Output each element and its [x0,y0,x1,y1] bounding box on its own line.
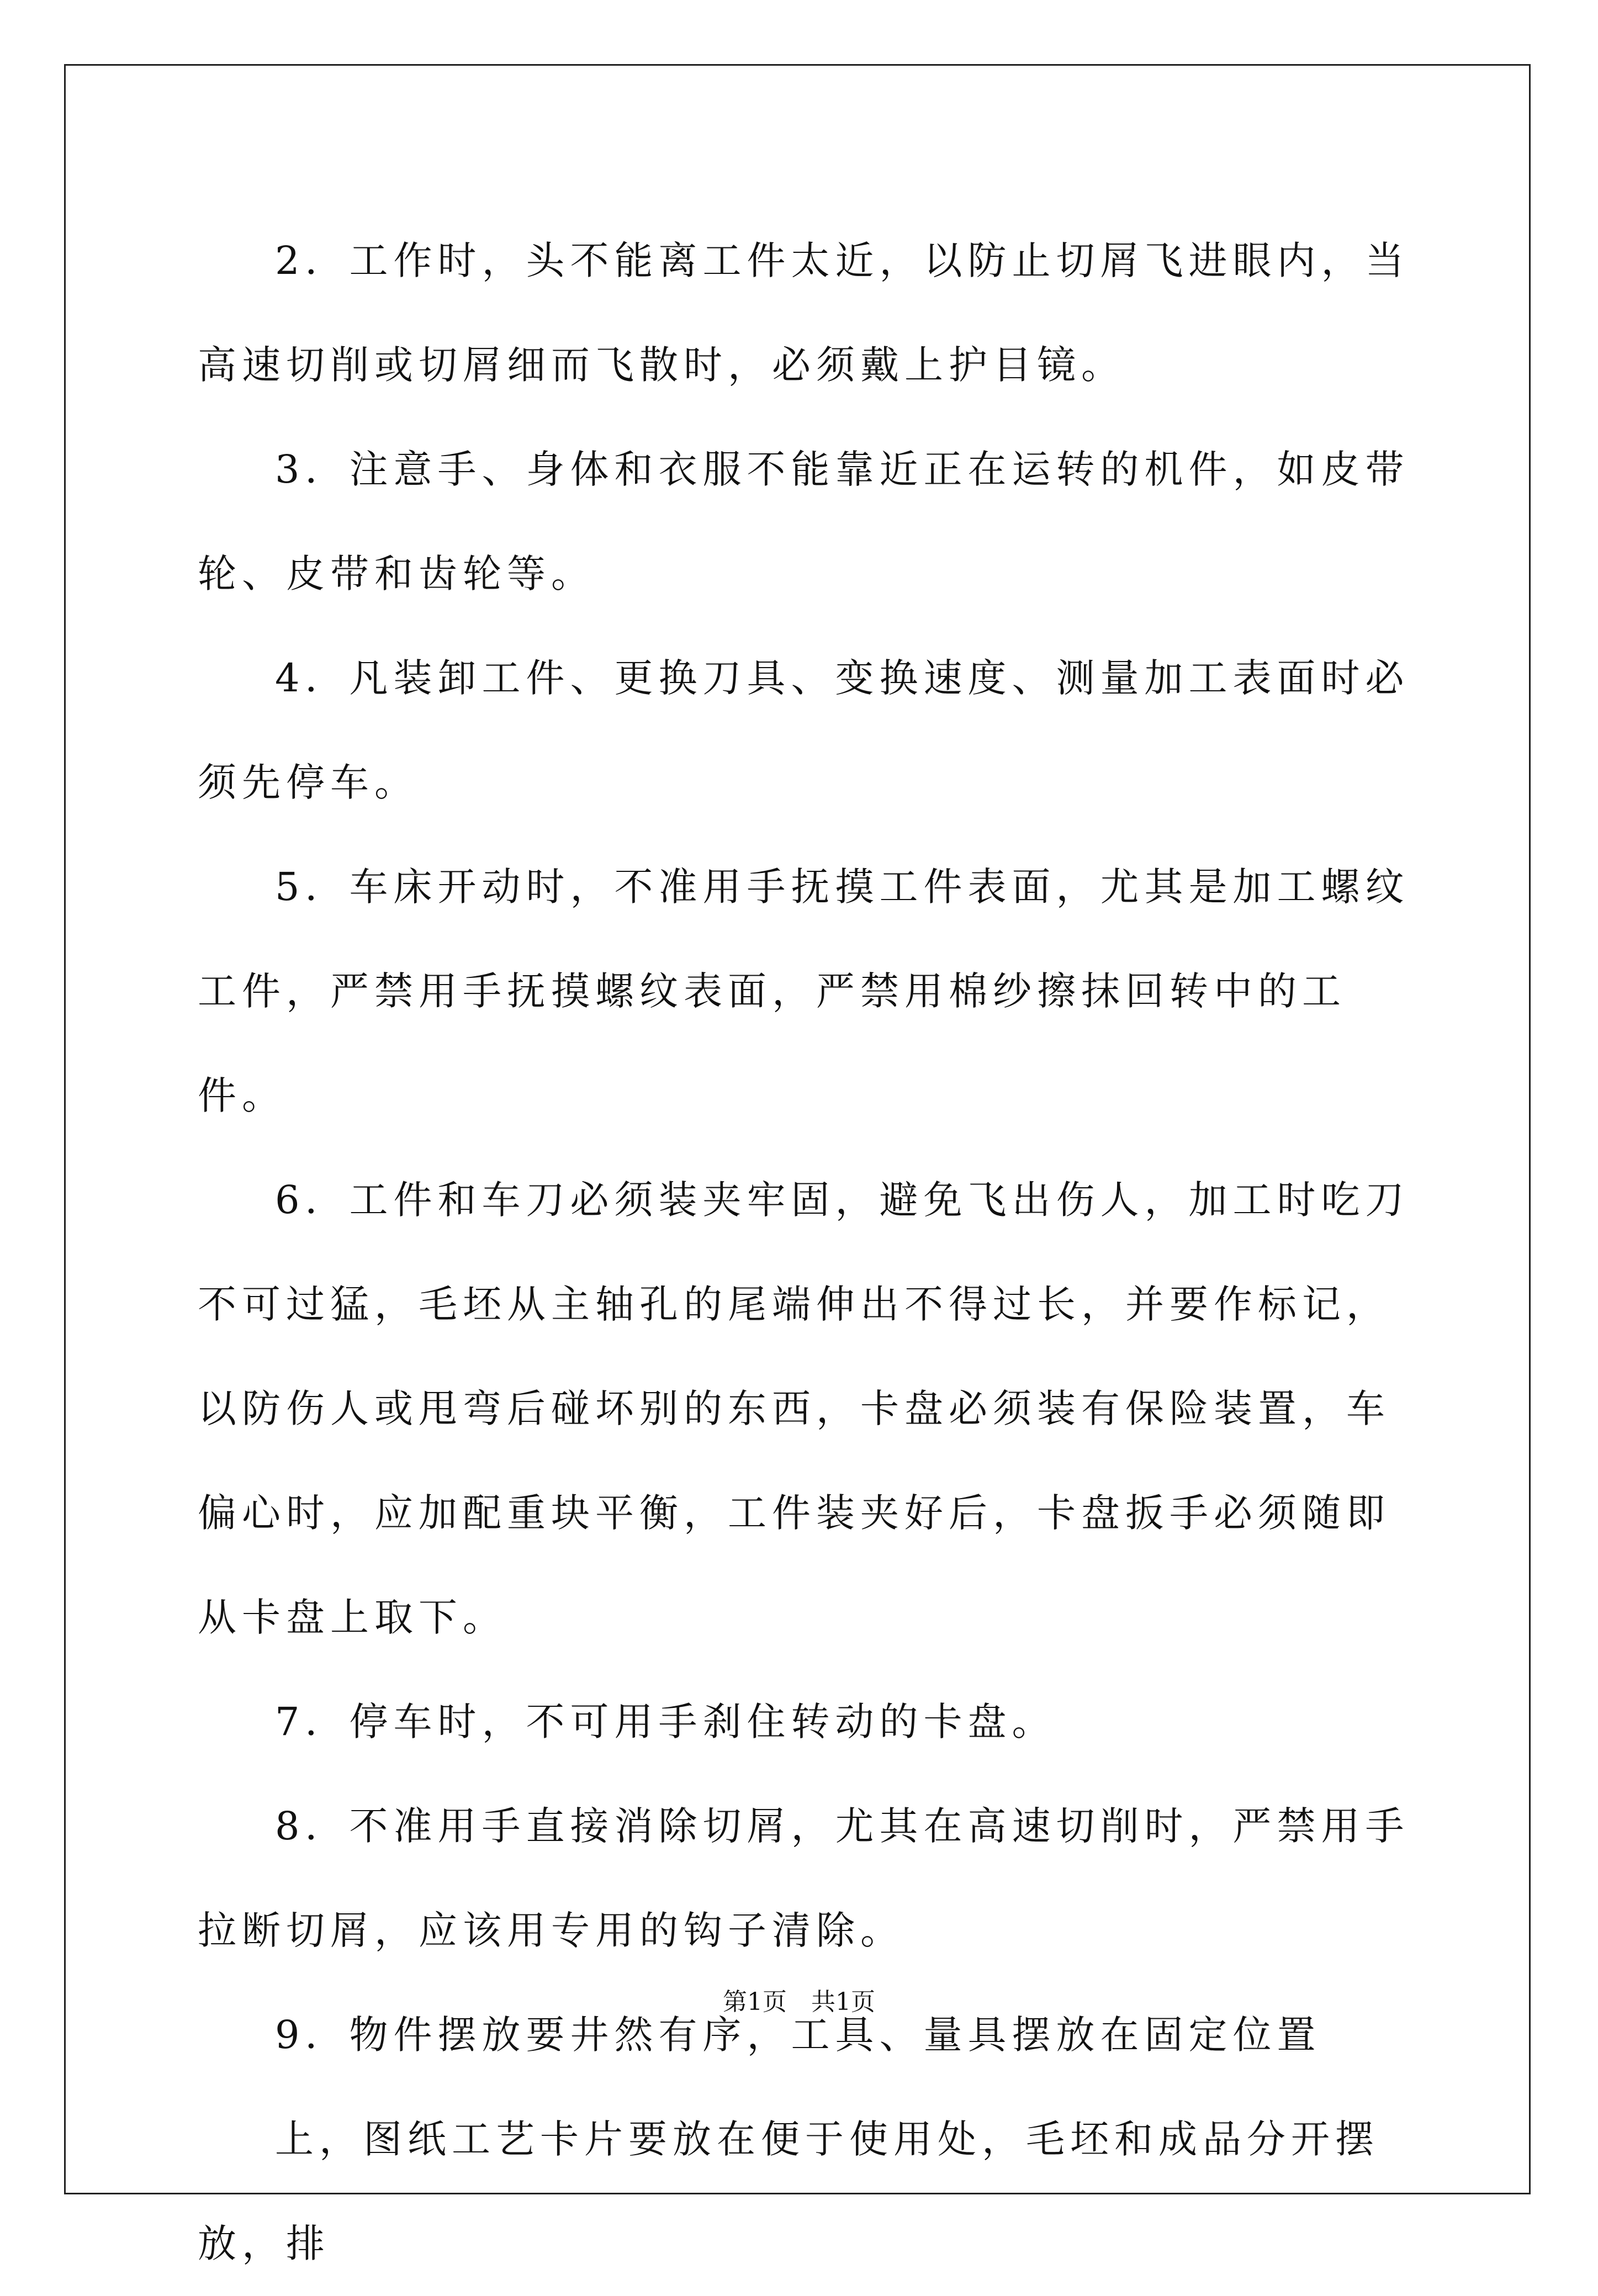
page-footer: 第1页 共1页 [723,1988,875,2016]
document-body [198,209,1412,2296]
paragraph-4: 4．凡装卸工件、更换刀具、变换速度、测量加工表面时必须先停车。 [198,655,1410,805]
paragraph-3: 3．注意手、身体和衣服不能靠近正在运转的机件，如皮带轮、皮带和齿轮等。 [198,447,1410,596]
paragraph-6: 6．工件和车刀必须装夹牢固，避免飞出伤人，加工时吃刀不可过猛，毛坯从主轴孔的尾端伸出不得过长，并要作标记，以防伤人或甩弯后碰坏别的东西，卡盘必须装有保险装置，车偏心时，应加配重块平衡，工件装夹好后，卡盘扳手必须随即从卡盘上取下。 [198,1177,1410,1640]
paragraph-5: 5．车床开动时，不准用手抚摸工件表面，尤其是加工螺纹工件，严禁用手抚摸螺纹表面，严禁用棉纱擦抹回转中的工件。 [198,864,1410,1118]
paragraph-7: 7．停车时，不可用手刹住转动的卡盘。 [275,1699,1056,1744]
paragraph-8: 8．不准用手直接消除切屑，尤其在高速切削时，严禁用手拉断切屑，应该用专用的钩子清除。 [198,1803,1410,1953]
paragraph-9-continued: 上，图纸工艺卡片要放在便于使用处，毛坯和成品分开摆放，排 [198,2117,1379,2266]
paragraph-2: 2．工作时，头不能离工件太近，以防止切屑飞进眼内，当高速切削或切屑细而飞散时，必须戴上护目镜。 [198,238,1410,388]
paragraph-9: 9．物件摆放要井然有序，工具、量具摆放在固定位置 [275,2012,1321,2057]
